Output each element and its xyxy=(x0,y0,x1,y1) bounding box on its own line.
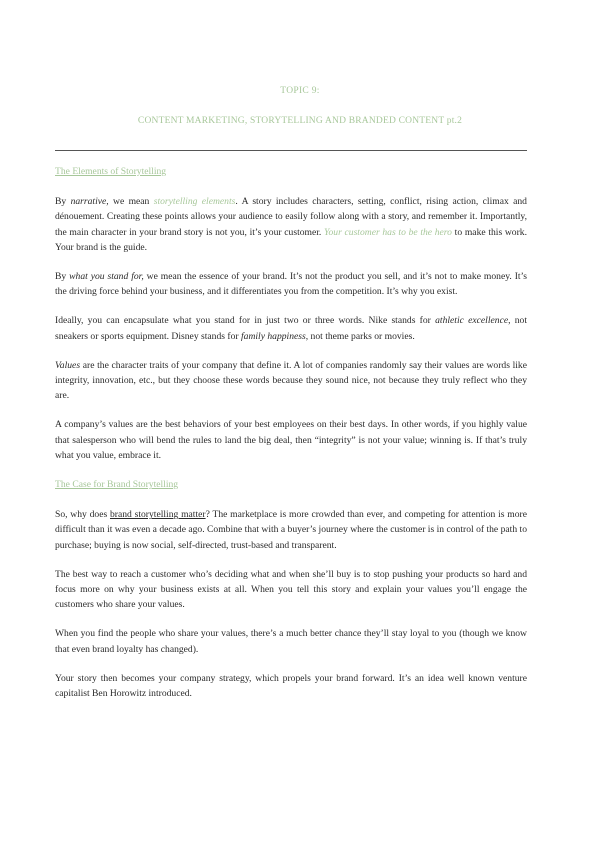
emphasis-values: Values xyxy=(55,359,81,371)
document-body xyxy=(55,164,527,715)
highlight-storytelling-elements: storytelling elements xyxy=(153,196,236,208)
text-span: ? The marketplace is more crowded than ever, and competing for attention is more difficult than it was even a decade ago. Combine that with a buyer’s journey where the customer is in control of the path to purchase; buying is now social, self-directed, trust-based and transparent. xyxy=(55,509,527,551)
paragraph-narrative xyxy=(55,194,527,255)
text-span: So, why does xyxy=(55,509,110,521)
emphasis-athletic-excellence: athletic excellence xyxy=(435,315,509,327)
topic-subtitle: CONTENT MARKETING, STORYTELLING AND BRANDED CONTENT pt.2 xyxy=(137,116,463,126)
text-span: . A story includes characters, setting, conflict, rising action, climax and dénouement. Creating these points allows your audience to easily follow along with a story, and remember it. Importantly, the main character in your brand story is not you, it’s your customer. xyxy=(55,196,527,238)
text-span: By xyxy=(55,196,71,208)
text-span: By xyxy=(55,271,70,283)
text-span: , not theme parks or movies. xyxy=(305,330,415,342)
text-span: Ideally, you can encapsulate what you stand for in just two or three words. Nike stands for xyxy=(55,315,436,327)
emphasis-family-happiness: family happiness xyxy=(240,330,306,342)
paragraph-encapsulate xyxy=(55,313,527,343)
text-span: to make this work. Your brand is the guide. xyxy=(55,226,527,253)
paragraph-company-values: A company’s values are the best behaviors of your best employees on their best days. In other words, if you highly value that salesperson who will bend the rules to land the big deal, then “integrity” is not your value; winning is. If that’s truly what you value, embrace it. xyxy=(55,419,527,461)
text-span: we mean the essence of your brand. It’s not the product you sell, and it’s not to make money. It’s the driving force behind your business, and it differentiates you from the competition. It’s why you exist. xyxy=(55,271,527,298)
text-span: are the character traits of your company that define it. A lot of companies randomly say their values are words like integrity, innovation, etc., but they choose these words because they sound nice, not because they truly reflect who they are. xyxy=(55,359,527,402)
paragraph-strategy: Your story then becomes your company strategy, which propels your brand forward. It’s an idea well known venture capitalist Ben Horowitz introduced. xyxy=(55,672,527,700)
emphasis-narrative: narrative, xyxy=(70,196,109,208)
highlight-customer-hero: Your customer has to be the hero xyxy=(324,226,452,238)
text-span: , not sneakers or sports equipment. Disney stands for xyxy=(55,315,528,342)
link-brand-storytelling[interactable]: brand storytelling matter xyxy=(109,509,206,521)
section-title-case: The Case for Brand Storytelling xyxy=(55,479,179,491)
topic-heading: TOPIC 9: xyxy=(280,86,320,96)
text-span: we mean xyxy=(108,196,154,208)
paragraph-stand-for xyxy=(55,269,527,299)
section-title-elements: The Elements of Storytelling xyxy=(55,166,167,177)
paragraph-reach-customer: The best way to reach a customer who’s deciding what and when she’ll buy is to stop pushing your products so hard and focus more on why your business exists at all. When you tell this story and explain your values you’ll engage the customers who share your values. xyxy=(55,568,527,611)
paragraph-values xyxy=(55,358,527,404)
header-divider xyxy=(55,150,527,151)
emphasis-stand-for: what you stand for, xyxy=(69,271,144,283)
paragraph-why-matters xyxy=(55,507,527,553)
paragraph-share-values: When you find the people who share your values, there’s a much better chance they’ll stay loyal to you (though we know that even brand loyalty has changed). xyxy=(55,628,527,655)
